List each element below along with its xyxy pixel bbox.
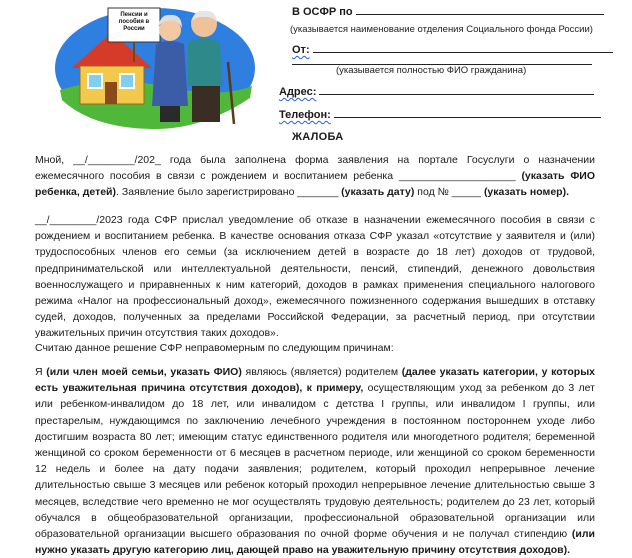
- paragraph-4: [35, 364, 595, 558]
- from-input-line-2[interactable]: [292, 53, 592, 65]
- address-line: [279, 83, 594, 99]
- paragraph-2: [35, 212, 595, 342]
- house-window: [120, 74, 134, 88]
- bold-text-segment: (или член моей семьи, указать ФИО): [46, 366, 242, 378]
- text-segment: Считаю данное решение СФР неправомерным по следующим причинам:: [35, 342, 394, 354]
- grandma-body: [152, 41, 188, 106]
- address-label: Адрес:: [279, 86, 317, 98]
- phone-line: [279, 106, 601, 122]
- house-door: [105, 82, 117, 104]
- from-hint: (указывается полностью ФИО гражданина): [336, 65, 527, 76]
- text-segment: Я: [35, 366, 47, 378]
- text-segment: под № _____: [414, 186, 484, 199]
- document-title: ЖАЛОБА: [292, 131, 344, 143]
- osfr-hint: (указывается наименование отделения Социального фонда России): [290, 24, 593, 35]
- osfr-input-line[interactable]: [356, 3, 604, 15]
- phone-input-line[interactable]: [334, 106, 601, 118]
- pension-illustration: [52, 2, 262, 130]
- bold-text-segment: (указать дату): [341, 186, 415, 199]
- paragraph-3: [35, 340, 595, 356]
- house-window: [88, 74, 102, 88]
- sign-text: Пенсии и пособия в России: [118, 12, 150, 32]
- bold-text-segment: (указать номер).: [483, 186, 569, 199]
- text-segment: являюсь (является) родителем: [241, 366, 402, 378]
- osfr-label: В ОСФР по: [292, 6, 353, 18]
- from-label: От:: [292, 44, 310, 56]
- phone-label: Телефон:: [279, 109, 331, 121]
- grandpa-body: [188, 38, 222, 86]
- text-segment: __/________/2023 года СФР прислал уведомление об отказе в назначении ежемесячного пособия в связи с рождением и воспитанием ребенка. В качестве основания отказа СФР указал «отсутствие у заявителя и (или) трудоспособных членов его семьи (за исключением детей в возрасте до 18 лет) доходов от трудовой, предпринимательской или интеллектуальной деятельности, пенсий, стипендий, денежного довольствия военнослужащего и приравненных к ним категорий, доходов в рамках применения специального налогового режима «Налог на профессиональный доход», ежемесячного пожизненного содержания вышедших в отставку судей, доходов, полученных за пределами Российской Федерации, за расчетный период, при отсутствии уважительных причин отсутствия таких доходов».: [35, 214, 595, 340]
- paragraph-1: [35, 152, 595, 201]
- address-input-line[interactable]: [319, 83, 594, 95]
- bold-text-segment: (далее указать категории, у которых есть уважительная причина отсутствия доходов), к примеру,: [35, 366, 596, 395]
- osfr-line: [292, 3, 604, 19]
- from-input-line[interactable]: [313, 41, 613, 53]
- bold-text-segment: (или нужно указать другую категорию лиц, дающей право на уважительную причину отсутствия доходов).: [35, 528, 595, 557]
- bold-text-segment: (указать ФИО ребенка, детей): [35, 170, 595, 199]
- text-segment: Мной, __/________/202_ года была заполнена форма заявления на портале Госуслуги о назначении ежемесячного пособия в связи с рождением и воспитанием ребенка ____________________: [35, 154, 595, 183]
- grandma-legs: [160, 106, 180, 122]
- text-segment: . Заявление было зарегистрировано _______: [116, 186, 342, 199]
- grandpa-trousers: [192, 86, 220, 122]
- text-segment: осуществляющим уход за ребенком до 3 лет или ребенком-инвалидом до 18 лет, или инвалидом с детства I группы, или инвалидом I группы, или престарелым, нуждающимся по заключению лечебного учреждения в постоянном постороннем уходе либо достигшим возраста 80 лет; имеющим статус единственного родителя или многодетного родителя; беременной женщиной со сроком беременности от 6 месяцев в расчетном периоде, или женщиной со сроком беременности 12 недель и более на дату подачи заявления; родителем, который проходил непрерывное лечение длительностью свыше 3 месяцев или ребенок который проходил непрерывное лечение длительностью свыше 3 месяцев, вследствие чего временно не мог осуществлять трудовую деятельность; родителем до 23 лет, который обучался в общеобразовательной организации, профессиональной образовательной организации или образовательной организации высшего образования по очной форме обучения и не получал стипендию: [35, 382, 595, 541]
